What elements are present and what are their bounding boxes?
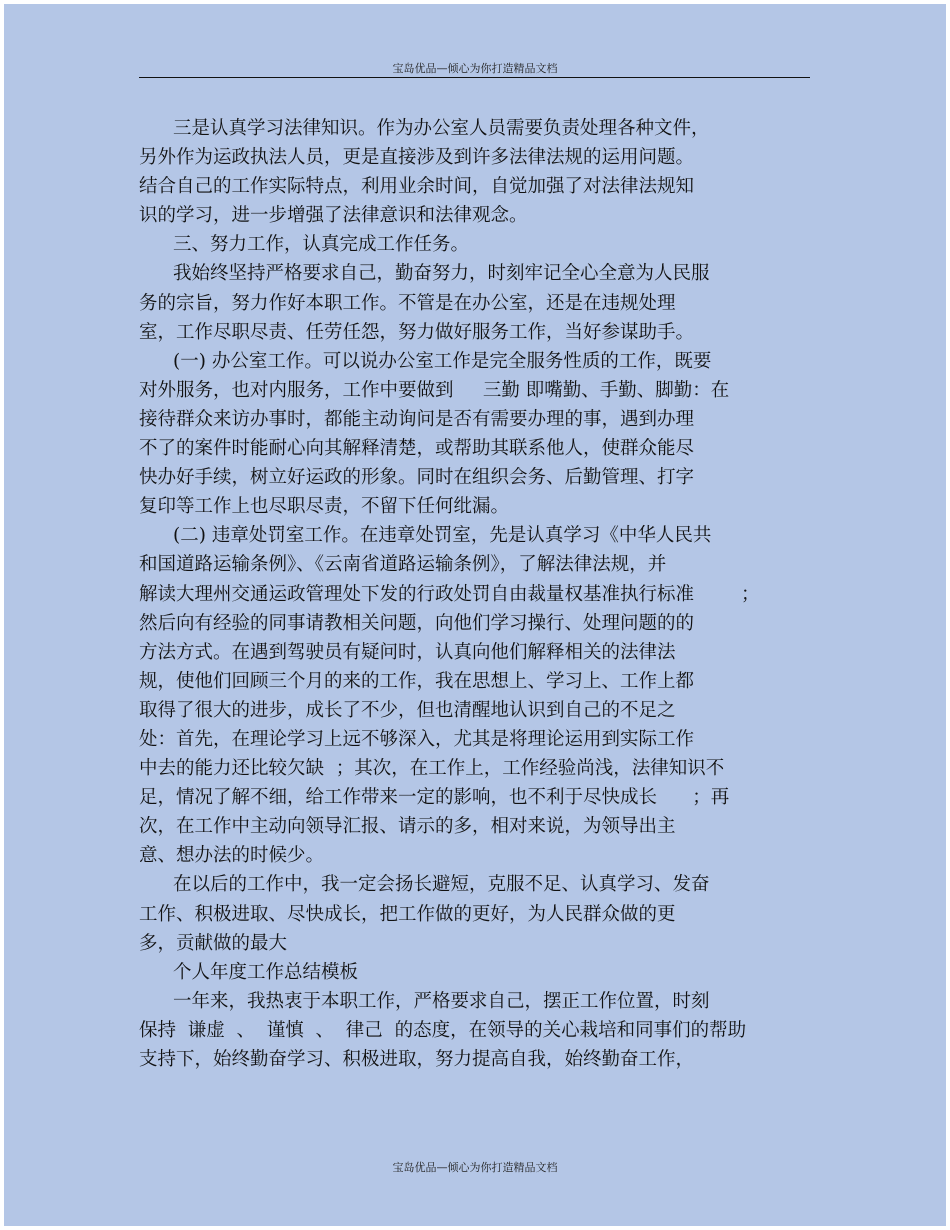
text-line: 保持 谦虚 、 谨慎 、 律己 的态度，在领导的关心栽培和同事们的帮助 <box>139 1019 747 1041</box>
text-line: 然后向有经验的同事请教相关问题，向他们学习操行、处理问题的的 <box>139 612 695 634</box>
text-line: 足，情况了解不细，给工作带来一定的影响，也不利于尽快成长 ；再 <box>139 787 730 809</box>
text-line: 解读大理州交通运政管理处下发的行政处罚自由裁量权基准执行标准 ； <box>139 583 760 605</box>
text-line: 处：首先，在理论学习上远不够深入，尤其是将理论运用到实际工作 <box>139 728 695 750</box>
text-line: 意、想办法的时候少。 <box>139 845 325 867</box>
document-body <box>139 114 819 1074</box>
text-line: 规，使他们回顾三个月的来的工作，我在思想上、学习上、工作上都 <box>139 670 695 692</box>
section-heading: 三、努力工作，认真完成工作任务。 <box>173 234 470 256</box>
text-line: 在以后的工作中，我一定会扬长避短，克服不足、认真学习、发奋 <box>173 874 710 896</box>
text-line: 和国道路运输条例》、《云南省道路运输条例》，了解法律法规，并 <box>139 554 667 576</box>
text-line: 取得了很大的进步，成长了不少，但也清醒地认识到自己的不足之 <box>139 699 676 721</box>
text-line: 多，贡献做的最大 <box>139 932 288 954</box>
page-header: 宝岛优品—倾心为你打造精品文档 <box>392 62 558 75</box>
text-line: 复印等工作上也尽职尽责，不留下任何纰漏。 <box>139 496 510 518</box>
text-line: 务的宗旨，努力作好本职工作。不管是在办公室，还是在违规处理 <box>139 292 676 314</box>
text-line: 三是认真学习法律知识。作为办公室人员需要负责处理各种文件， <box>173 118 710 139</box>
text-line: 接待群众来访办事时，都能主动询问是否有需要办理的事，遇到办理 <box>139 408 695 430</box>
text-line: 快办好手续，树立好运政的形象。同时在组织会务、后勤管理、打字 <box>139 467 695 489</box>
text-line: 不了的案件时能耐心向其解释清楚，或帮助其联系他人，使群众能尽 <box>139 438 695 460</box>
text-line: 一年来，我热衷于本职工作，严格要求自己，摆正工作位置，时刻 <box>173 990 710 1012</box>
text-line: 结合自己的工作实际特点，利用业余时间，自觉加强了对法律法规知 <box>139 176 695 198</box>
header-divider <box>139 77 810 78</box>
document-subtitle: 个人年度工作总结模板 <box>173 961 359 983</box>
text-line: 我始终坚持严格要求自己，勤奋努力，时刻牢记全心全意为人民服 <box>173 263 710 285</box>
text-line: 另外作为运政执法人员，更是直接涉及到许多法律法规的运用问题。 <box>139 147 695 169</box>
text-line: 室，工作尽职尽责、任劳任怨，努力做好服务工作，当好参谋助手。 <box>139 321 695 343</box>
text-line: (一) 办公室工作。可以说办公室工作是完全服务性质的工作，既要 <box>173 350 712 372</box>
text-line: 方法方式。在遇到驾驶员有疑问时，认真向他们解释相关的法律法 <box>139 641 676 663</box>
text-line: 次，在工作中主动向领导汇报、请示的多，相对来说，为领导出主 <box>139 816 676 838</box>
text-line: 对外服务，也对内服务，工作中要做到 三勤 即嘴勤、手勤、脚勤：在 <box>139 379 730 401</box>
text-line: 中去的能力还比较欠缺 ；其次，在工作上，工作经验尚浅，法律知识不 <box>139 758 725 780</box>
text-line: 识的学习，进一步增强了法律意识和法律观念。 <box>139 205 528 227</box>
text-line: 工作、积极进取、尽快成长，把工作做的更好，为人民群众做的更 <box>139 903 676 925</box>
text-line: (二) 违章处罚室工作。在违章处罚室，先是认真学习《中华人民共 <box>173 525 712 547</box>
text-line: 支持下，始终勤奋学习、积极进取，努力提高自我，始终勤奋工作， <box>139 1049 695 1070</box>
page-footer: 宝岛优品—倾心为你打造精品文档 <box>392 1161 558 1174</box>
